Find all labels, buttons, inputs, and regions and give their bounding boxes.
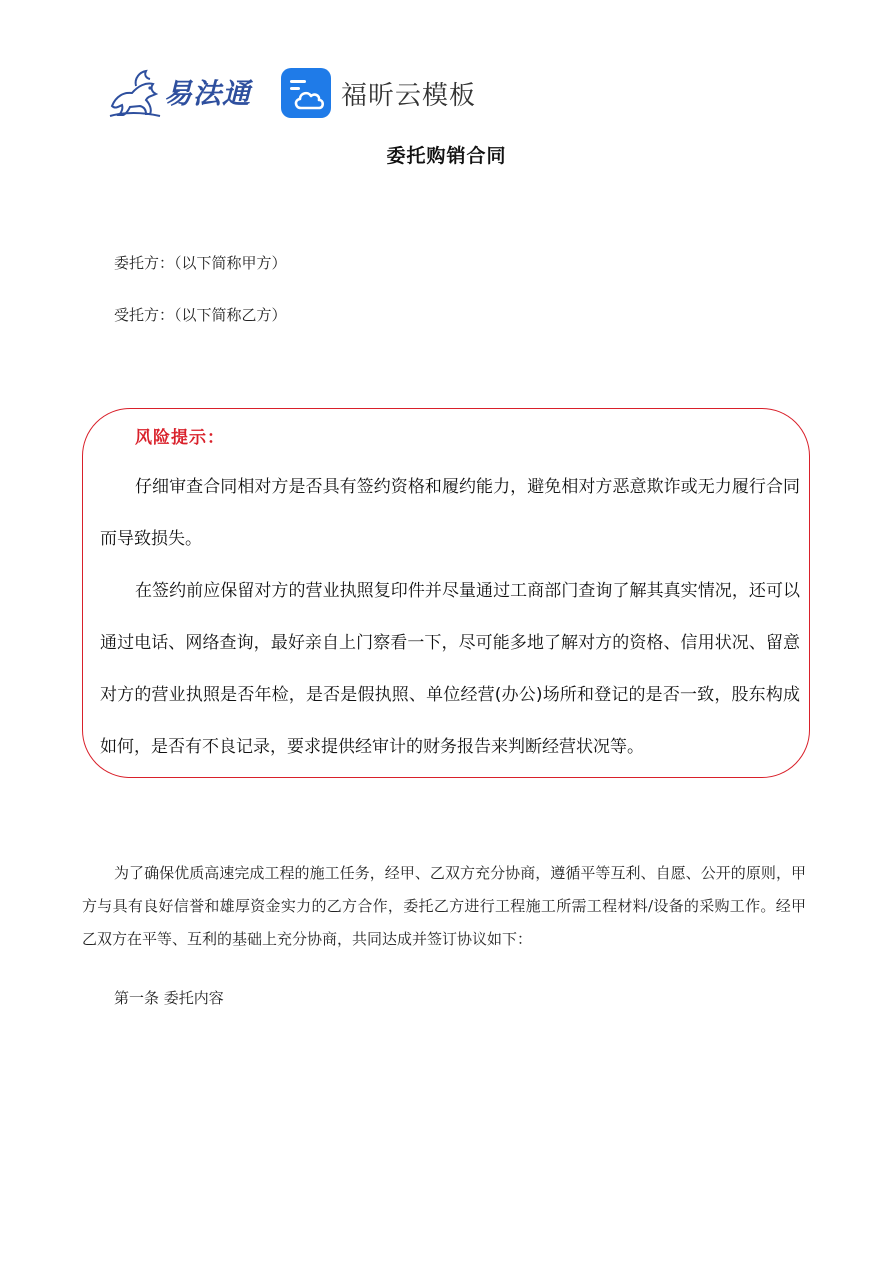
risk-paragraph: 仔细审查合同相对方是否具有签约资格和履约能力，避免相对方恶意欺诈或无力履行合同而导致损失。 — [100, 477, 800, 549]
cloud-template-icon — [281, 68, 331, 118]
party-a-line: 委托方：（以下简称甲方） — [114, 254, 287, 272]
risk-notice-title: 风险提示： — [135, 428, 225, 448]
clause-heading: 第一条 委托内容 — [114, 989, 224, 1007]
intro-paragraph: 为了确保优质高速完成工程的施工任务，经甲、乙双方充分协商，遵循平等互利、自愿、公开的原则，甲方与具有良好信誉和雄厚资金实力的乙方合作，委托乙方进行工程施工所需工程材料/设备的采购工作。经甲乙双方在平等、互利的基础上充分协商，共同达成并签订协议如下： — [82, 864, 806, 948]
fuxin-logo — [281, 66, 476, 120]
yifatong-logo — [106, 64, 258, 120]
document-title: 委托购销合同 — [386, 145, 507, 167]
party-b-line: 受托方：（以下简称乙方） — [114, 306, 287, 324]
fuxin-logo-text: 福昕云模板 — [341, 80, 477, 111]
yifatong-logo-text: 易法通 — [164, 77, 252, 110]
risk-paragraph: 在签约前应保留对方的营业执照复印件并尽量通过工商部门查询了解其真实情况，还可以通过电话、网络查询，最好亲自上门察看一下，尽可能多地了解对方的资格、信用状况、留意对方的营业执照是否年检，是否是假执照、单位经营(办公)场所和登记的是否一致，股东构成如何，是否有不良记录，要求提供经审计的财务报告来判断经营状况等。 — [100, 581, 800, 757]
qilin-emblem-icon — [106, 66, 162, 118]
